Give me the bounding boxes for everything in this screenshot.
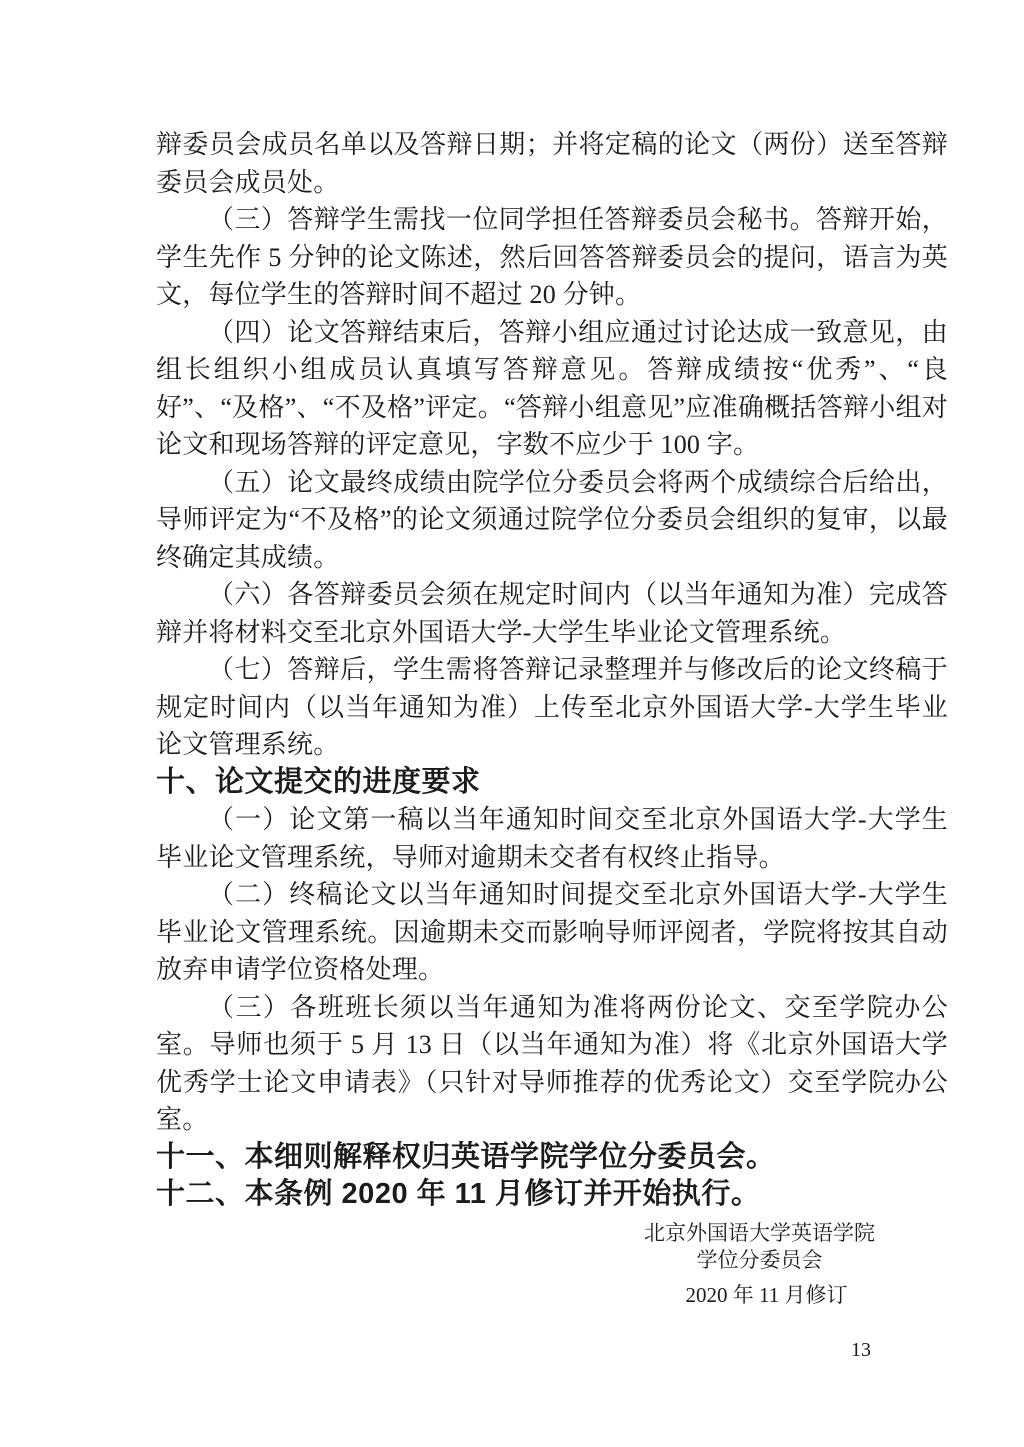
document-body [156, 126, 948, 1309]
body-paragraph: （六）各答辩委员会须在规定时间内（以当年通知为准）完成答辩并将材料交至北京外国语大学-大学生毕业论文管理系统。 [156, 580, 948, 647]
signature-committee: 学位分委员会 [696, 1247, 823, 1272]
body-paragraph: （一）论文第一稿以当年通知时间交至北京外国语大学-大学生毕业论文管理系统，导师对逾期未交者有权终止指导。 [156, 805, 948, 872]
body-paragraph: （二）终稿论文以当年通知时间提交至北京外国语大学-大学生毕业论文管理系统。因逾期未交而影响导师评阅者，学院将按其自动放弃申请学位资格处理。 [156, 880, 948, 984]
section-heading: 十二、本条例 2020 年 11 月修订并开始执行。 [156, 1178, 761, 1210]
body-paragraph: （三）答辩学生需找一位同学担任答辩委员会秘书。答辩开始，学生先作 5 分钟的论文陈述，然后回答答辩委员会的提问，语言为英文，每位学生的答辩时间不超过 20 分钟。 [156, 205, 948, 309]
section-heading: 十一、本细则解释权归英语学院学位分委员会。 [156, 1140, 776, 1173]
body-paragraph: 辩委员会成员名单以及答辩日期；并将定稿的论文（两份）送至答辩委员会成员处。 [156, 130, 948, 197]
body-paragraph: （四）论文答辩结束后，答辩小组应通过讨论达成一致意见，由组长组织小组成员认真填写答辩意见。答辩成绩按“优秀”、“良好”、“及格”、“不及格”评定。“答辩小组意见”应准确概括答辩小组对论文和现场答辩的评定意见，字数不应少于 100 字。 [156, 317, 948, 459]
signature-revision-date: 2020 年 11 月修订 [685, 1282, 848, 1307]
page-number: 13 [851, 1339, 871, 1361]
signature-block [644, 1220, 875, 1309]
body-paragraph: （七）答辩后，学生需将答辩记录整理并与修改后的论文终稿于规定时间内（以当年通知为准）上传至北京外国语大学-大学生毕业论文管理系统。 [156, 655, 948, 759]
body-paragraph: （三）各班班长须以当年通知为准将两份论文、交至学院办公室。导师也须于 5 月 13 日（以当年通知为准）将《北京外国语大学优秀学士论文申请表》（只针对导师推荐的优秀论文）交至学院办公室。 [156, 992, 948, 1134]
section-heading: 十、论文提交的进度要求 [156, 765, 481, 798]
body-paragraph: （五）论文最终成绩由院学位分委员会将两个成绩综合后给出，导师评定为“不及格”的论文须通过院学位分委员会组织的复审，以最终确定其成绩。 [156, 467, 948, 572]
signature-organization: 北京外国语大学英语学院 [644, 1220, 875, 1245]
paragraph-list [156, 126, 948, 1214]
